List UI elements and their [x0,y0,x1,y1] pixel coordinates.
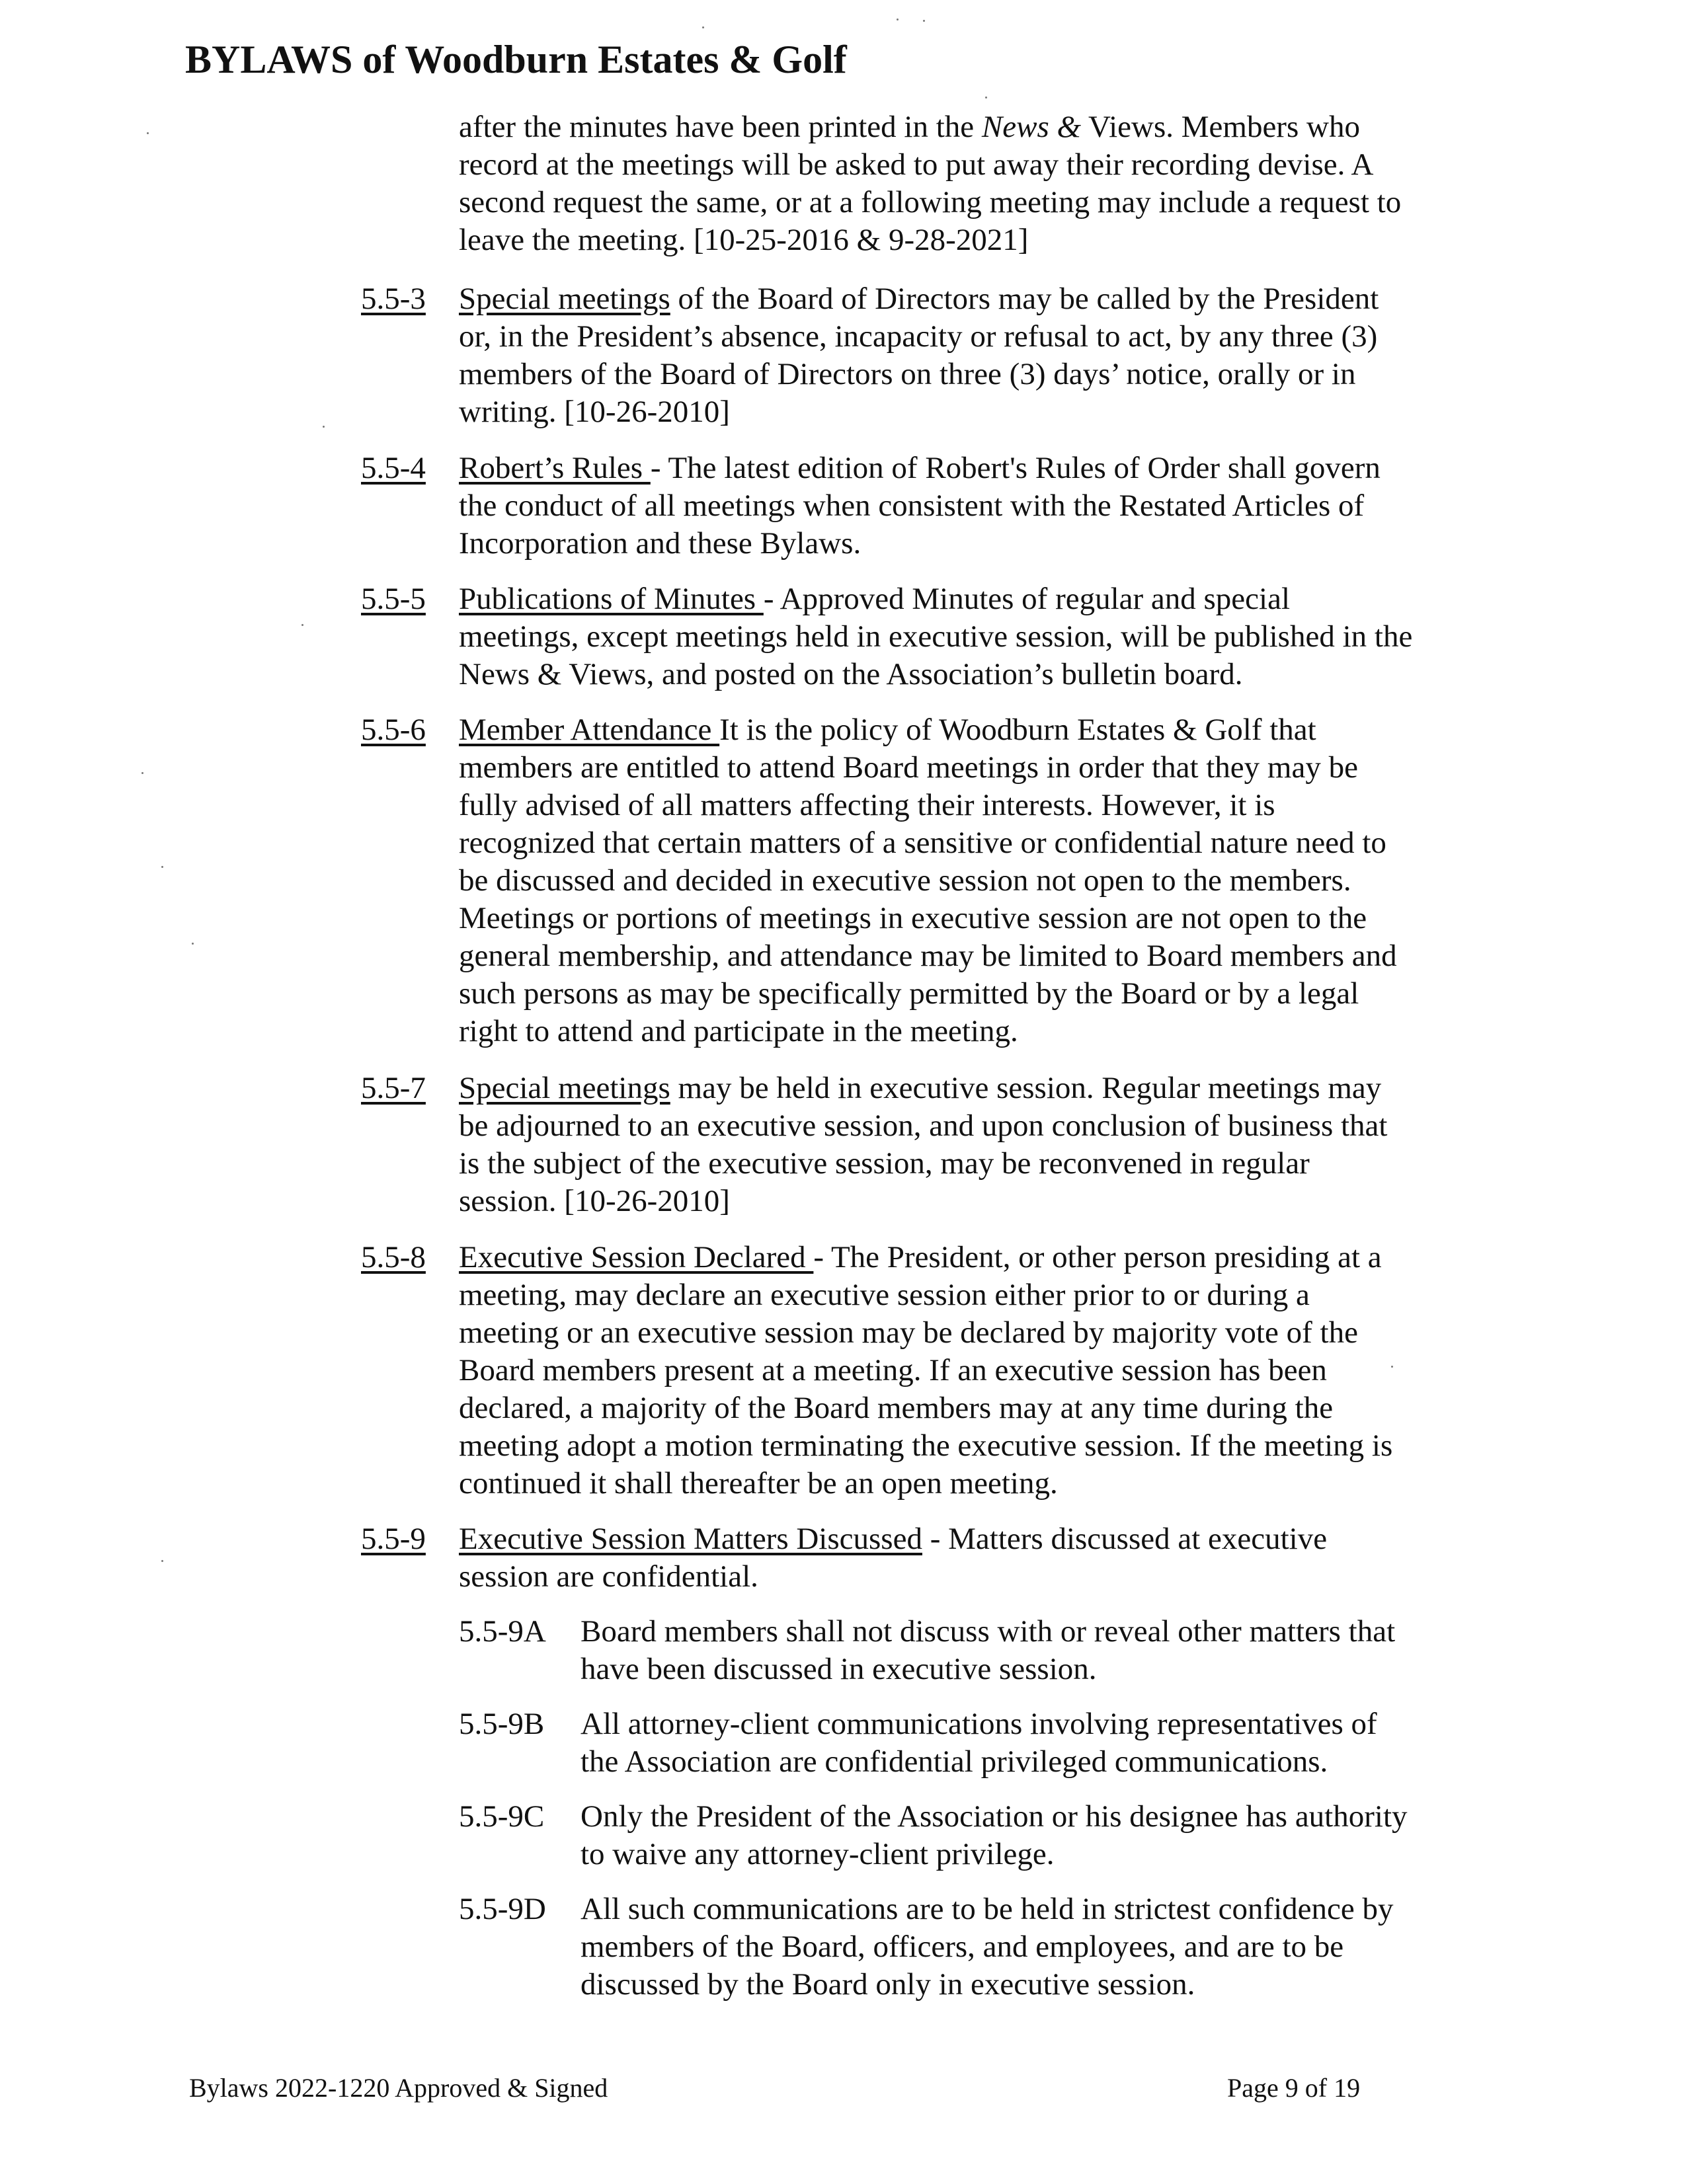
section-heading: Member Attendance [459,713,720,747]
scan-speck [141,772,143,774]
section-line: meeting or an executive session may be declared by majority vote of the [459,1315,1358,1350]
section-line: is the subject of the executive session, may be reconvened in regular [459,1146,1310,1181]
section-line: continued it shall thereafter be an open meeting. [459,1466,1058,1501]
section-line: session are confidential. [459,1559,758,1594]
section-5-5-3: 5.5-3 Special meetings of the Board of Directors may be called by the President or, in the President’s absence, incapacity or refusal to act, by any three (3) members of the Board of Directors on three (3) days’ notice, orally or in writing. [10-26-2010] [361,280,1525,431]
section-line: Meetings or portions of meetings in executive session are not open to the [459,901,1367,935]
section-heading: Executive Session Matters Discussed [459,1522,922,1556]
scan-speck [923,20,925,22]
subsection-line: Board members shall not discuss with or reveal other matters that [581,1614,1396,1649]
scan-speck [161,866,163,868]
continuation-line: after the minutes have been printed in the News & Views. Members who [459,110,1360,144]
subsection-line: All such communications are to be held in strictest confidence by [581,1892,1394,1926]
section-line: meeting adopt a motion terminating the executive session. If the meeting is [459,1428,1393,1463]
news-views-italic: News & [981,110,1082,144]
page-title: BYLAWS of Woodburn Estates & Golf [185,38,847,81]
section-line: declared, a majority of the Board members may at any time during the [459,1391,1334,1425]
scan-speck [702,26,704,28]
subsection-line: to waive any attorney-client privilege. [581,1837,1055,1871]
subsection-5-5-9b [459,1705,1490,1781]
subsection-5-5-9c [459,1798,1490,1873]
section-line: meeting, may declare an executive session either prior to or during a [459,1278,1310,1312]
section-number: 5.5-9 [361,1522,426,1556]
scan-speck [323,426,325,428]
section-number: 5.5-8 [361,1240,426,1274]
subsection-number: 5.5-9C [459,1799,545,1834]
scan-speck [147,132,149,134]
section-line: writing. [10-26-2010] [459,395,730,429]
scan-speck [985,97,987,98]
continuation-paragraph [459,108,1490,259]
section-line: the conduct of all meetings when consistent with the Restated Articles of [459,488,1365,523]
section-number: 5.5-5 [361,582,426,616]
section-heading: Robert’s Rules [459,451,651,485]
section-line: or, in the President’s absence, incapacity or refusal to act, by any three (3) [459,319,1378,354]
subsection-line: discussed by the Board only in executive session. [581,1967,1195,2002]
section-heading: Special meetings [459,282,670,316]
scan-speck [301,624,303,626]
subsection-line: the Association are confidential privileged communications. [581,1744,1328,1779]
section-line: recognized that certain matters of a sensitive or confidential nature need to [459,826,1386,860]
section-heading: Special meetings [459,1071,670,1105]
scan-speck [897,19,899,20]
section-number: 5.5-6 [361,713,426,747]
section-line: Incorporation and these Bylaws. [459,526,861,561]
section-line: general membership, and attendance may be limited to Board members and [459,939,1397,973]
subsection-number: 5.5-9A [459,1614,546,1649]
footer-page-number: Page 9 of 19 [1227,2073,1361,2103]
subsection-number: 5.5-9B [459,1707,545,1741]
section-number: 5.5-4 [361,451,426,485]
section-line: be discussed and decided in executive session not open to the members. [459,863,1351,898]
section-number: 5.5-3 [361,282,426,316]
continuation-line: record at the meetings will be asked to put away their recording devise. A [459,147,1374,182]
subsection-5-5-9a [459,1613,1490,1688]
section-line: fully advised of all matters affecting their interests. However, it is [459,788,1275,822]
section-5-5-6: 5.5-6 Member Attendance It is the policy of Woodburn Estates & Golf that members are entitled to attend Board meetings in order that they may be fully advised of all matters affecting their interests. However, it is recognized that certain matters of a sensitive or confidential nature need to be discussed and decided in executive session not open to the members. Meetings or portions of meetings in executive session are not open to the general membership, and attendance may be limited to Board members and such persons as may be specifically permitted by the Board or by a legal right to attend and participate in the meeting. [361,711,1525,1050]
scan-speck [161,1560,163,1562]
continuation-line: second request the same, or at a following meeting may include a request to [459,185,1402,219]
subsection-5-5-9d [459,1891,1490,2004]
section-line: News & Views, and posted on the Association’s bulletin board. [459,657,1243,691]
section-5-5-9: 5.5-9 Executive Session Matters Discussed - Matters discussed at executive session are confidential. [361,1520,1525,1596]
section-5-5-5: 5.5-5 Publications of Minutes - Approved Minutes of regular and special meetings, except meetings held in executive session, will be published in the News & Views, and posted on the Association’s bulletin board. [361,580,1525,693]
subsection-line: members of the Board, officers, and employees, and are to be [581,1930,1344,1964]
section-line: session. [10-26-2010] [459,1184,730,1218]
subsection-line: Only the President of the Association or his designee has authority [581,1799,1408,1834]
subsection-line: All attorney-client communications involving representatives of [581,1707,1377,1741]
section-line: such persons as may be specifically permitted by the Board or by a legal [459,976,1359,1011]
section-line: Board members present at a meeting. If an executive session has been [459,1353,1327,1387]
section-5-5-4: 5.5-4 Robert’s Rules - The latest edition of Robert's Rules of Order shall govern the conduct of all meetings when consistent with the Restated Articles of Incorporation and these Bylaws. [361,449,1525,563]
continuation-line: leave the meeting. [10-25-2016 & 9-28-2021] [459,223,1029,257]
section-heading: Publications of Minutes [459,582,764,616]
section-line: members of the Board of Directors on three (3) days’ notice, orally or in [459,357,1356,391]
subsection-line: have been discussed in executive session. [581,1652,1097,1686]
section-5-5-8: 5.5-8 Executive Session Declared - The President, or other person presiding at a meeting, may declare an executive session either prior to or during a meeting or an executive session may be declared by majority vote of the Board members present at a meeting. If an executive session has been declared, a majority of the Board members may at any time during the meeting adopt a motion terminating the executive session. If the meeting is continued it shall thereafter be an open meeting. [361,1239,1525,1502]
section-line: members are entitled to attend Board meetings in order that they may be [459,750,1358,785]
section-line: be adjourned to an executive session, and upon conclusion of business that [459,1109,1388,1143]
section-heading: Executive Session Declared [459,1240,814,1274]
section-number: 5.5-7 [361,1071,426,1105]
section-line: right to attend and participate in the meeting. [459,1014,1018,1048]
scan-speck [1391,1366,1393,1368]
scan-speck [192,943,194,945]
subsection-number: 5.5-9D [459,1892,546,1926]
section-5-5-7: 5.5-7 Special meetings may be held in executive session. Regular meetings may be adjourned to an executive session, and upon conclusion of business that is the subject of the executive session, may be reconvened in regular session. [10-26-2010] [361,1070,1525,1220]
section-line: meetings, except meetings held in executive session, will be published in the [459,619,1413,654]
footer-document-id: Bylaws 2022-1220 Approved & Signed [189,2073,608,2103]
